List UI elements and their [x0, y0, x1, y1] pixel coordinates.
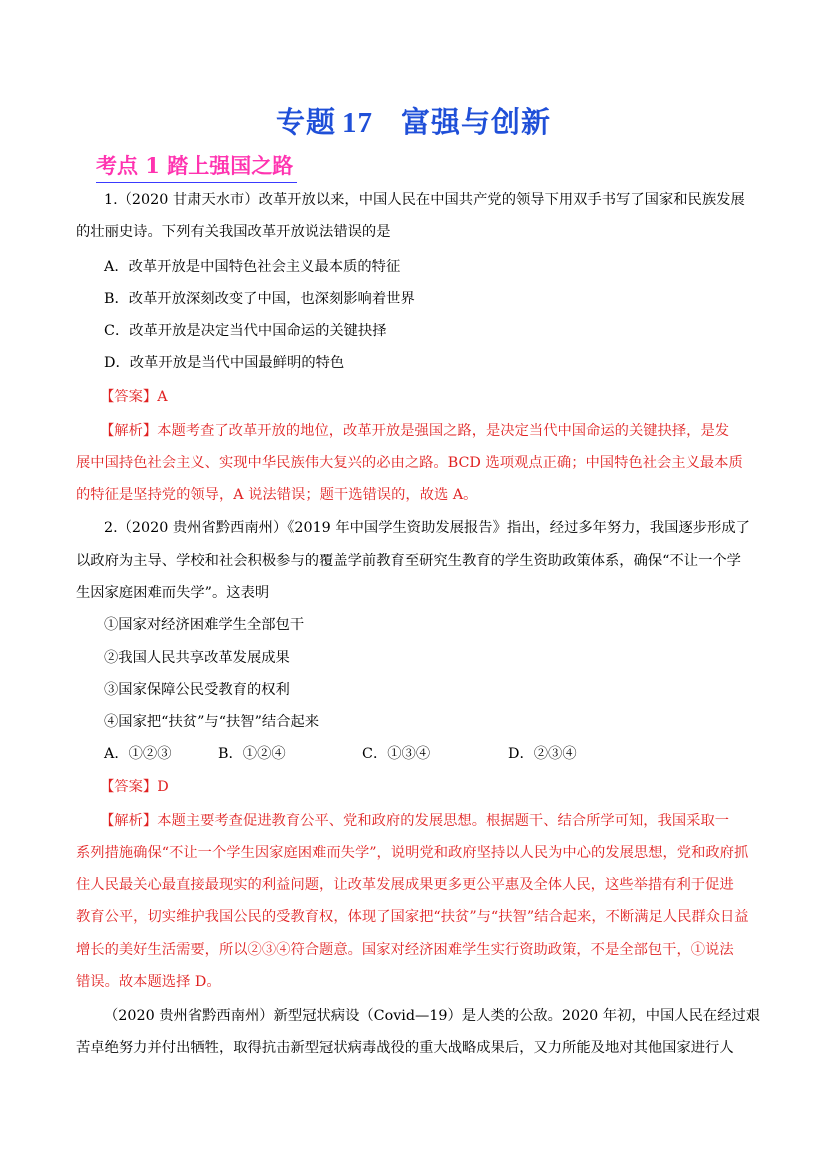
- q1-option-c: C．改革开放是决定当代中国命运的关键抉择: [104, 323, 387, 339]
- analysis-text: 本题主要考查促进教育公平、党和政府的发展思想。根据题干、结合所学可知，我国采取一: [157, 813, 730, 829]
- q2-analysis-line-5: 增长的美好生活需要，所以②③④符合题意。国家对经济困难学生实行资助政策，不是全部包干，①说法: [76, 942, 734, 958]
- q2-analysis-line-1: [100, 811, 780, 831]
- q2-analysis-line-2: 系列措施确保“不让一个学生因家庭困难而失学”，说明党和政府坚持以人民为中心的发展思想，党和政府抓: [76, 845, 749, 861]
- q2-stem-line-2: 以政府为主导、学校和社会积极参与的覆盖学前教育至研究生教育的学生资助政策体系，确保“不让一个学: [76, 553, 741, 569]
- title-text: 富强与创新: [401, 105, 552, 139]
- q2-stem-line-1: 2.（2020 贵州省黔西南州）《2019 年中国学生资助发展报告》指出，经过多年努力，我国逐步形成了: [104, 520, 750, 536]
- q2-option-d: D．②③④: [508, 746, 577, 762]
- q2-analysis-line-6: 错误。故本题选择 D。: [76, 974, 221, 990]
- q1-analysis-line-1: [100, 421, 780, 441]
- q2-analysis-line-4: 教育公平，切实维护我国公民的受教育权，体现了国家把“扶贫”与“扶智”结合起来，不断满足人民群众日益: [76, 909, 749, 925]
- answer-tag: 【答案】: [100, 389, 158, 405]
- section-heading: 考点 1 踏上强国之路: [96, 150, 297, 183]
- title-prefix: 专题: [275, 105, 336, 139]
- q1-option-b: B．改革开放深刻改变了中国，也深刻影响着世界: [104, 291, 415, 307]
- q2-analysis-line-3: 住人民最关心最直接最现实的利益问题，让改革发展成果更多更公平惠及全体人民，这些举措有利于促进: [76, 877, 734, 893]
- q2-option-c: C．①③④: [362, 746, 431, 762]
- analysis-tag: 【解析】: [100, 813, 158, 829]
- q1-analysis-line-2: 展中国持色社会主义、实现中华民族伟大复兴的必由之路。BCD 选项观点正确；中国特色社会主义最本质: [76, 455, 743, 471]
- q2-item-2: ②我国人民共享改革发展成果: [104, 650, 290, 666]
- q1-option-d: D．改革开放是当代中国最鲜明的特色: [104, 355, 345, 371]
- q1-analysis-line-3: 的特征是坚持党的领导，A 说法错误；题干选错误的，故选 A。: [76, 487, 478, 503]
- page-title: [0, 100, 827, 141]
- q1-option-a: A．改革开放是中国特色社会主义最本质的特征: [104, 259, 401, 275]
- q2-option-a: A．①②③: [104, 746, 172, 762]
- answer-value: A: [157, 389, 168, 405]
- title-number: 17: [342, 107, 373, 139]
- q1-stem-line-1: 1.（2020 甘肃天水市）改革开放以来，中国人民在中国共产党的领导下用双手书写了国家和民族发展: [104, 192, 745, 208]
- q2-item-3: ③国家保障公民受教育的权利: [104, 682, 290, 698]
- answer-tag: 【答案】: [100, 779, 158, 795]
- q3-stem-line-1: （2020 贵州省黔西南州）新型冠状病设（Covid—19）是人类的公敌。2020 年初，中国人民在经过艰: [104, 1008, 761, 1024]
- q2-option-b: B．①②④: [218, 746, 286, 762]
- analysis-text: 本题考查了改革开放的地位，改革开放是强国之路，是决定当代中国命运的关键抉择，是发: [157, 423, 730, 439]
- q1-stem-line-2: 的壮丽史诗。下列有关我国改革开放说法错误的是: [76, 224, 391, 240]
- analysis-tag: 【解析】: [100, 423, 158, 439]
- q1-answer: [100, 387, 780, 407]
- q3-stem-line-2: 苦卓绝努力并付出牺牲，取得抗击新型冠状病毒战役的重大战略成果后，又力所能及地对其他国家进行人: [76, 1040, 734, 1056]
- q2-item-4: ④国家把“扶贫”与“扶智”结合起来: [104, 714, 320, 730]
- answer-value: D: [157, 779, 169, 795]
- q2-stem-line-3: 生因家庭困难而失学”。这表明: [76, 585, 270, 601]
- q2-item-1: ①国家对经济困难学生全部包干: [104, 617, 305, 633]
- q2-answer: [100, 777, 780, 797]
